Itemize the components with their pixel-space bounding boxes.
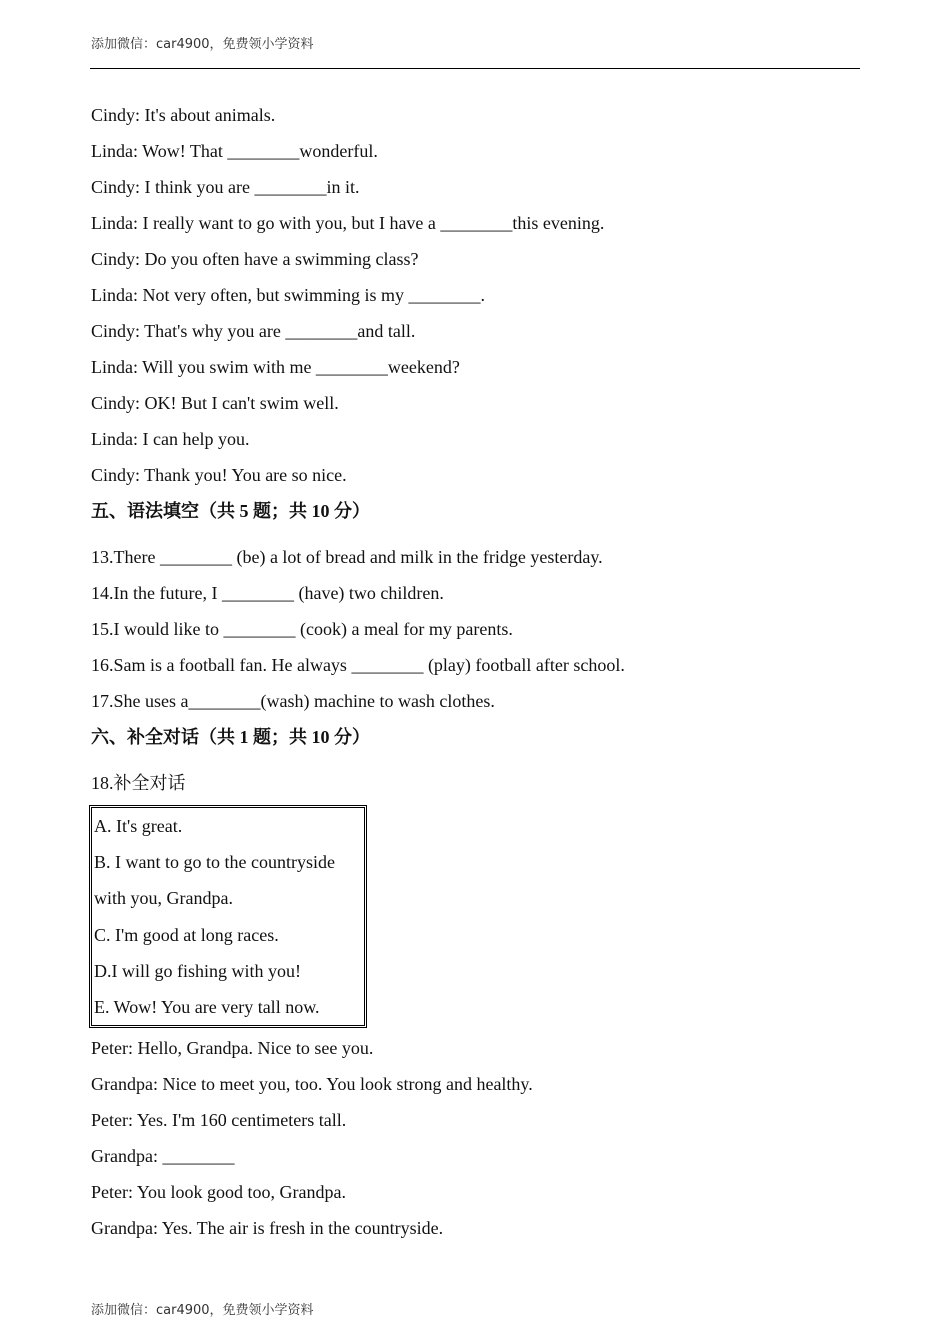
dialogue-line: Grandpa: ________ <box>91 1146 235 1167</box>
question-14: 14.In the future, I ________ (have) two children. <box>91 583 444 603</box>
dialogue-line: Cindy: I think you are ________in it. <box>91 177 360 197</box>
question-17: 17.She uses a________(wash) machine to wash clothes. <box>91 691 495 711</box>
dialogue-line: Peter: You look good too, Grandpa. <box>91 1182 346 1203</box>
option-b: B. I want to go to the countryside with you, Grandpa. <box>94 852 335 909</box>
dialogue-line: Cindy: That's why you are ________and tall. <box>91 321 416 341</box>
option-c: C. I'm good at long races. <box>94 924 279 945</box>
dialogue-line: Cindy: Thank you! You are so nice. <box>91 465 347 485</box>
dialogue-line: Peter: Yes. I'm 160 centimeters tall. <box>91 1110 347 1131</box>
worksheet-content <box>91 97 861 1246</box>
options-box <box>89 805 367 1028</box>
header-note: 添加微信：car4900，免费领小学资料 <box>91 37 314 52</box>
dialogue-line: Linda: Not very often, but swimming is my ________. <box>91 285 485 305</box>
dialogue-line: Peter: Hello, Grandpa. Nice to see you. <box>91 1038 374 1059</box>
question-18-title: 18.补全对话 <box>91 773 186 793</box>
question-15: 15.I would like to ________ (cook) a meal for my parents. <box>91 619 513 639</box>
question-13: 13.There ________ (be) a lot of bread and milk in the fridge yesterday. <box>91 547 603 567</box>
header-divider <box>90 68 860 69</box>
option-e: E. Wow! You are very tall now. <box>94 997 320 1018</box>
dialogue-line: Linda: Will you swim with me ________weekend? <box>91 357 460 377</box>
dialogue-line: Linda: Wow! That ________wonderful. <box>91 141 378 161</box>
dialogue-line: Grandpa: Nice to meet you, too. You look strong and healthy. <box>91 1074 533 1095</box>
dialogue-18 <box>91 1030 861 1246</box>
option-a: A. It's great. <box>94 816 183 836</box>
dialogue-line: Grandpa: Yes. The air is fresh in the countryside. <box>91 1218 444 1239</box>
dialogue-line: Cindy: OK! But I can't swim well. <box>91 393 339 413</box>
section-5-questions <box>91 539 861 719</box>
dialogue-1 <box>91 97 861 493</box>
footer-note: 添加微信：car4900，免费领小学资料 <box>91 1303 314 1318</box>
question-16: 16.Sam is a football fan. He always ________ (play) football after school. <box>91 655 625 675</box>
section-5-title: 五、语法填空（共 5 题；共 10 分） <box>91 501 370 521</box>
dialogue-line: Linda: I really want to go with you, but I have a ________this evening. <box>91 213 605 233</box>
dialogue-line: Linda: I can help you. <box>91 429 250 449</box>
section-6-title: 六、补全对话（共 1 题；共 10 分） <box>91 727 370 747</box>
option-d: D.I will go fishing with you! <box>94 960 301 981</box>
dialogue-line: Cindy: It's about animals. <box>91 105 276 125</box>
dialogue-line: Cindy: Do you often have a swimming class? <box>91 249 419 269</box>
